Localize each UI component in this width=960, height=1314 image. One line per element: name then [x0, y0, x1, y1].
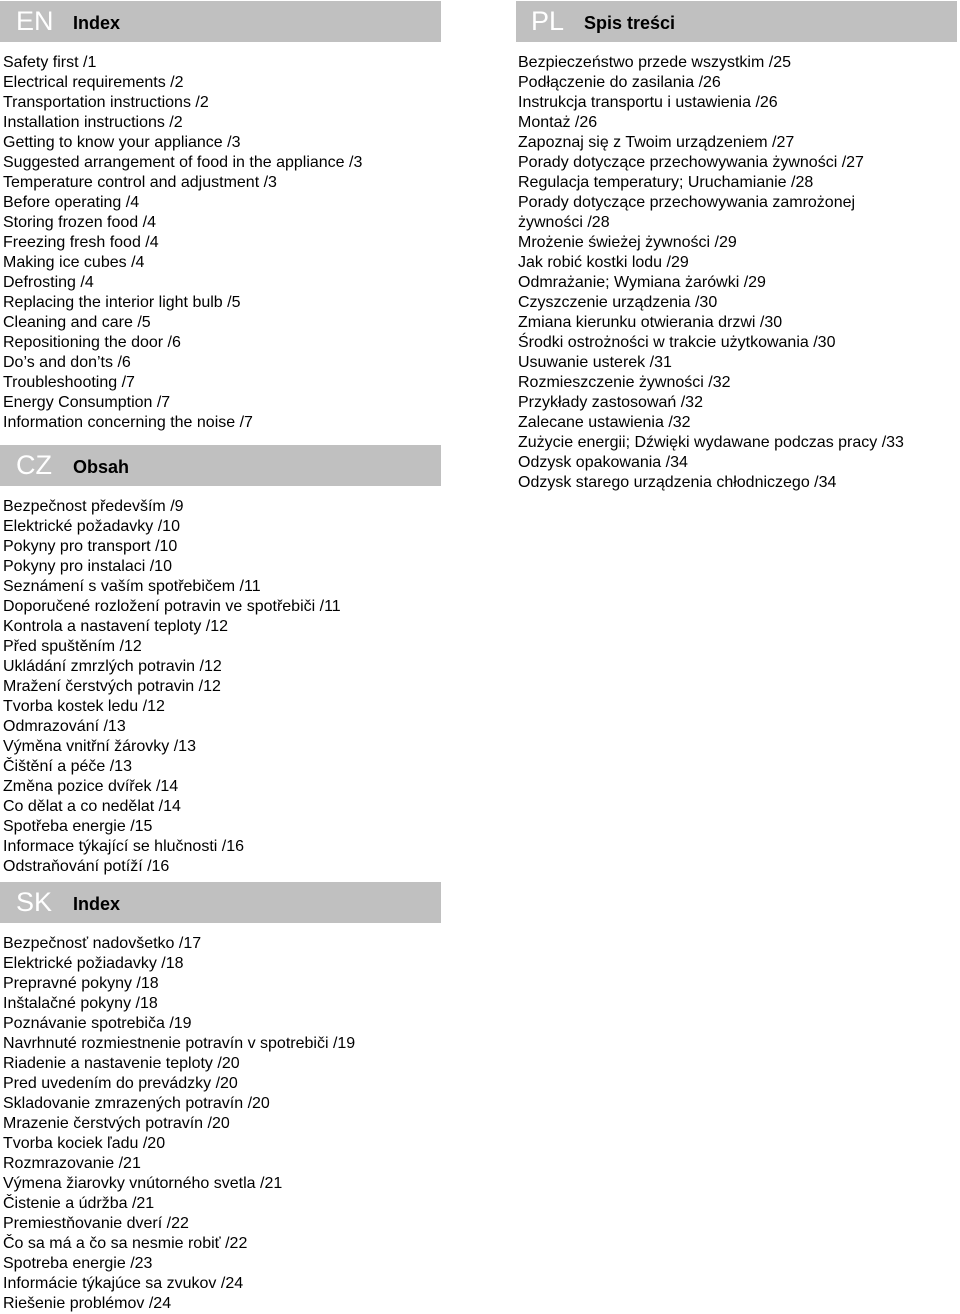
toc-entry: Freezing fresh food /4	[3, 234, 159, 251]
toc-entry: Před spuštěním /12	[3, 638, 142, 655]
section-cz	[0, 445, 445, 877]
toc-entry: Zmiana kierunku otwierania drzwi /30	[518, 314, 783, 331]
toc-entry: Usuwanie usterek /31	[518, 354, 672, 371]
toc-entry: Making ice cubes /4	[3, 254, 145, 271]
toc-entry: Odmrazování /13	[3, 718, 126, 735]
toc-entry: Mrożenie świeżej żywności /29	[518, 234, 737, 251]
toc-entry: Zapoznaj się z Twoim urządzeniem /27	[518, 134, 795, 151]
toc-entry: Změna pozice dvířek /14	[3, 778, 179, 795]
toc-entry: Výměna vnitřní žárovky /13	[3, 738, 196, 755]
toc-entry: Seznámení s vaším spotřebičem /11	[3, 578, 261, 595]
toc-entry: Storing frozen food /4	[3, 214, 156, 231]
toc-entry: Odstraňování potíží /16	[3, 858, 170, 875]
toc-entry: Installation instructions /2	[3, 114, 183, 131]
toc-entry: Cleaning and care /5	[3, 314, 151, 331]
toc-entry: Podłączenie do zasilania /26	[518, 74, 721, 91]
toc-entry: Instrukcja transportu i ustawienia /26	[518, 94, 778, 111]
toc-entry: Tvorba kociek ľadu /20	[3, 1135, 166, 1152]
toc-entry: Montaż /26	[518, 114, 598, 131]
toc-entry: Navrhnuté rozmiestnenie potravín v spotrebiči /19	[3, 1035, 356, 1052]
toc-entry: Troubleshooting /7	[3, 374, 135, 391]
section-pl	[516, 1, 960, 493]
toc-entry: Czyszczenie urządzenia /30	[518, 294, 718, 311]
toc-entry: Pokyny pro instalaci /10	[3, 558, 172, 575]
toc-entry: Výmena žiarovky vnútorného svetla /21	[3, 1175, 283, 1192]
language-code-sk: SK	[16, 887, 53, 917]
toc-list-pl	[516, 53, 960, 493]
toc-entry: Replacing the interior light bulb /5	[3, 294, 241, 311]
section-header-sk	[0, 882, 441, 923]
toc-entry: Pokyny pro transport /10	[3, 538, 178, 555]
toc-entry: Rozmrazovanie /21	[3, 1155, 141, 1172]
toc-list-cz	[0, 497, 445, 877]
toc-entry: Riadenie a nastavenie teploty /20	[3, 1055, 240, 1072]
toc-entry: Zalecane ustawienia /32	[518, 414, 691, 431]
toc-entry: Porady dotyczące przechowywania zamrożonej żywności /28	[518, 194, 856, 231]
toc-entry: Bezpieczeństwo przede wszystkim /25	[518, 54, 791, 71]
toc-entry: Przykłady zastosowań /32	[518, 394, 703, 411]
toc-entry: Informace týkající se hlučnosti /16	[3, 838, 244, 855]
section-header-cz	[0, 445, 441, 486]
section-title-pl: Spis treści	[584, 13, 676, 33]
section-en	[0, 1, 445, 433]
toc-entry: Regulacja temperatury; Uruchamianie /28	[518, 174, 814, 191]
section-sk	[0, 882, 445, 1314]
toc-entry: Odmrażanie; Wymiana żarówki /29	[518, 274, 766, 291]
toc-entry: Odzysk opakowania /34	[518, 454, 688, 471]
toc-entry: Do’s and don’ts /6	[3, 354, 131, 371]
toc-entry: Co dělat a co nedělat /14	[3, 798, 181, 815]
toc-entry: Poznávanie spotrebiča /19	[3, 1015, 192, 1032]
toc-entry: Skladovanie zmrazených potravín /20	[3, 1095, 270, 1112]
toc-entry: Mražení čerstvých potravin /12	[3, 678, 221, 695]
toc-entry: Premiestňovanie dverí /22	[3, 1215, 189, 1232]
toc-entry: Bezpečnost především /9	[3, 498, 184, 515]
toc-entry: Getting to know your appliance /3	[3, 134, 241, 151]
toc-entry: Spotřeba energie /15	[3, 818, 153, 835]
toc-entry: Transportation instructions /2	[3, 94, 209, 111]
section-header-en	[0, 1, 441, 42]
toc-list-en	[0, 53, 445, 433]
toc-entry: Temperature control and adjustment /3	[3, 174, 277, 191]
section-header-pl	[516, 1, 957, 42]
toc-entry: Čo sa má a čo sa nesmie robiť /22	[3, 1235, 248, 1252]
toc-entry: Odzysk starego urządzenia chłodniczego /34	[518, 474, 837, 491]
toc-entry: Čistenie a údržba /21	[3, 1195, 155, 1212]
toc-entry: Środki ostrożności w trakcie użytkowania /30	[518, 334, 836, 351]
toc-entry: Prepravné pokyny /18	[3, 975, 159, 992]
toc-entry: Elektrické požadavky /10	[3, 518, 180, 535]
toc-entry: Defrosting /4	[3, 274, 94, 291]
toc-entry: Pred uvedením do prevádzky /20	[3, 1075, 238, 1092]
toc-entry: Zużycie energii; Dźwięki wydawane podczas pracy /33	[518, 434, 904, 451]
toc-entry: Suggested arrangement of food in the appliance /3	[3, 154, 363, 171]
toc-entry: Mrazenie čerstvých potravín /20	[3, 1115, 230, 1132]
toc-entry: Before operating /4	[3, 194, 140, 211]
toc-entry: Inštalačné pokyny /18	[3, 995, 158, 1012]
toc-entry: Doporučené rozložení potravin ve spotřebiči /11	[3, 598, 341, 615]
toc-entry: Spotreba energie /23	[3, 1255, 153, 1272]
language-code-pl: PL	[531, 6, 565, 36]
language-code-cz: CZ	[16, 450, 52, 480]
toc-entry: Safety first /1	[3, 54, 97, 71]
toc-entry: Ukládání zmrzlých potravin /12	[3, 658, 222, 675]
toc-entry: Information concerning the noise /7	[3, 414, 253, 431]
toc-entry: Electrical requirements /2	[3, 74, 184, 91]
language-code-en: EN	[16, 6, 54, 36]
section-title-en: Index	[73, 13, 121, 33]
toc-entry: Bezpečnosť nadovšetko /17	[3, 935, 202, 952]
toc-entry: Elektrické požiadavky /18	[3, 955, 184, 972]
toc-entry: Repositioning the door /6	[3, 334, 181, 351]
toc-entry: Energy Consumption /7	[3, 394, 171, 411]
toc-entry: Čištění a péče /13	[3, 758, 132, 775]
toc-list-sk	[0, 934, 445, 1314]
toc-entry: Rozmieszczenie żywności /32	[518, 374, 731, 391]
toc-entry: Informácie týkajúce sa zvukov /24	[3, 1275, 244, 1292]
toc-entry: Jak robić kostki lodu /29	[518, 254, 689, 271]
section-title-cz: Obsah	[73, 457, 130, 477]
toc-entry: Riešenie problémov /24	[3, 1295, 172, 1312]
toc-entry: Porady dotyczące przechowywania żywności /27	[518, 154, 864, 171]
section-title-sk: Index	[73, 894, 121, 914]
toc-entry: Kontrola a nastavení teploty /12	[3, 618, 229, 635]
toc-entry: Tvorba kostek ledu /12	[3, 698, 165, 715]
